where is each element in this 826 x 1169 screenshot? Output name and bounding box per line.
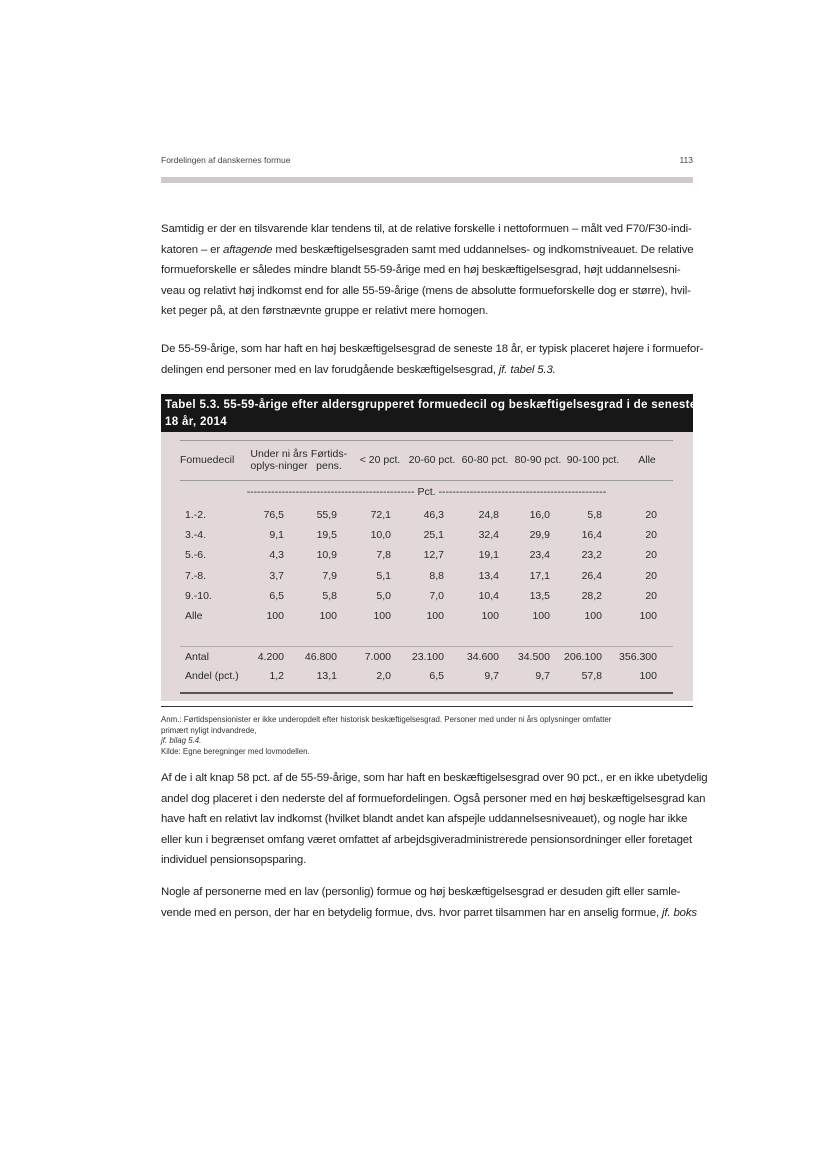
column-header: Førtids-pens.: [310, 448, 348, 472]
text-span: vende med en person, der har en betydelig formue, dvs. hvor parret tilsammen har en anselig formue,: [161, 906, 663, 919]
table-cell: 20: [645, 570, 657, 582]
unit-row: ------------------------------------------------ Pct. ------------------------------------------------: [246, 486, 607, 498]
table-cell: 356.300: [619, 651, 657, 663]
table-bottom-rule: [180, 692, 673, 694]
table-cell: 29,9: [529, 529, 550, 541]
table-cell: 100: [639, 670, 657, 682]
table-cell: 12,7: [423, 549, 444, 561]
table-cell: 28,2: [581, 590, 602, 602]
column-header: 20-60 pct.: [408, 454, 456, 466]
table-row: [180, 666, 673, 686]
notes-rule: [161, 706, 693, 707]
appendix-reference[interactable]: jf. bilag 5.4.: [161, 736, 202, 746]
text-line: De 55-59-årige, som har haft en høj beskæftigelsesgrad de seneste 18 år, er typisk placeret højere i formuefor-: [161, 343, 704, 355]
column-header: Alle: [638, 454, 656, 466]
table-cell: 9,7: [484, 670, 499, 682]
page-number: 113: [679, 155, 693, 165]
table-cell: 6,5: [269, 590, 284, 602]
table-row: [180, 505, 673, 525]
text-line: andel dog placeret i den nederste del af formuefordelingen. Også personer med en høj beskæftigelsesgrad kan: [161, 792, 706, 805]
table-cell: 8,8: [429, 570, 444, 582]
table-cell: 19,5: [316, 529, 337, 541]
table-row: [180, 525, 673, 545]
row-label: Antal: [185, 651, 209, 663]
text-line: [161, 903, 696, 924]
column-header: Under ni års oplys-ninger: [250, 448, 308, 472]
table-cell: 100: [532, 610, 550, 622]
table-cell: 4,3: [269, 549, 284, 561]
row-label: 7.-8.: [185, 570, 207, 582]
table-cell: 6,5: [429, 670, 444, 682]
table-cell: 1,2: [269, 670, 284, 682]
table-row: [180, 566, 673, 586]
table-cell: 7,0: [429, 590, 444, 602]
paragraph-3: [161, 768, 708, 871]
row-label: 3.-4.: [185, 529, 207, 541]
table-cell: 46.800: [304, 651, 337, 663]
note-line: Anm.: Førtidspensionister er ikke underopdelt efter historisk beskæftigelsesgrad. Personer med under ni års oplysninger omfatter: [161, 715, 612, 724]
table-cell: 32,4: [478, 529, 499, 541]
note-line: [161, 726, 693, 747]
table-cell: 100: [319, 610, 337, 622]
table-cell: 20: [645, 590, 657, 602]
table-cell: 100: [639, 610, 657, 622]
table-row: [180, 606, 673, 626]
table-cell: 7,9: [322, 570, 337, 582]
text-line: Samtidig er der en tilsvarende klar tendens til, at de relative forskelle i nettoformuen – målt ved F70/F30-indi-: [161, 223, 692, 235]
table-cell: 100: [266, 610, 284, 622]
text-line: formueforskelle er således mindre blandt 55-59-årige med en høj beskæftigelsesgrad, højt uddannelsesni-: [161, 264, 681, 276]
row-label: 9.-10.: [185, 590, 212, 602]
table-body: [180, 440, 673, 695]
table-cell: 23,4: [529, 549, 550, 561]
table-cell: 5,8: [587, 509, 602, 521]
table-cell: 76,5: [263, 509, 284, 521]
table-cell: 34.600: [466, 651, 499, 663]
table-cell: 17,1: [529, 570, 550, 582]
row-label: 1.-2.: [185, 509, 207, 521]
emphasis: aftagende: [223, 243, 273, 256]
column-header: 90-100 pct.: [566, 454, 620, 466]
table-cell: 13,4: [478, 570, 499, 582]
text-span: delingen end personer med en lav forudgående beskæftigelsesgrad,: [161, 363, 499, 376]
table-cell: 206.100: [564, 651, 602, 663]
column-header: 60-80 pct.: [461, 454, 509, 466]
text-span: katoren – er: [161, 243, 224, 256]
paragraph-4: [161, 882, 696, 923]
row-label: Andel (pct.): [185, 670, 239, 682]
table-row: [180, 586, 673, 606]
table-5-3: [161, 394, 697, 701]
table-title-line: 18 år, 2014: [165, 415, 227, 428]
paragraph-2: [161, 339, 704, 380]
table-cell: 26,4: [581, 570, 602, 582]
table-cell: 57,8: [581, 670, 602, 682]
table-cell: 9,7: [535, 670, 550, 682]
text-line: Nogle af personerne med en lav (personlig) formue og høj beskæftigelsesgrad er desuden gift eller samle-: [161, 886, 681, 898]
table-cell: 55,9: [316, 509, 337, 521]
table-header-rule: [180, 480, 673, 481]
table-cell: 72,1: [370, 509, 391, 521]
table-cell: 3,7: [269, 570, 284, 582]
text-line: eller kun i begrænset omfang været omfattet af arbejdsgiveradministrerede pensionsordninger eller foretaget: [161, 833, 692, 846]
table-title-line: Tabel 5.3. 55-59-årige efter aldersgrupperet formuedecil og beskæftigelsesgrad i de seneste: [165, 398, 697, 411]
table-cell: 23,2: [581, 549, 602, 561]
table-cell: 19,1: [478, 549, 499, 561]
text-line: veau og relativt høj indkomst end for alle 55-59-årige (mens de absolutte formueforskelle dog er større), hvil-: [161, 284, 691, 297]
table-cell: 7.000: [364, 651, 391, 663]
source-line: Kilde: Egne beregninger med lovmodellen.: [161, 746, 310, 756]
text-line: ket peger på, at den førstnævnte gruppe er relativt mere homogen.: [161, 305, 489, 317]
column-header: 80-90 pct.: [514, 454, 562, 466]
table-cell: 100: [426, 610, 444, 622]
table-cell: 13,1: [316, 670, 337, 682]
table-cell: 100: [481, 610, 499, 622]
table-title: [161, 394, 697, 432]
table-cell: 2,0: [376, 670, 391, 682]
table-cell: 23.100: [411, 651, 444, 663]
table-cell: 5,8: [322, 590, 337, 602]
text-line: Af de i alt knap 58 pct. af de 55-59-årige, som har haft en beskæftigelsesgrad over 90 pct., er en ikke ubetydelig: [161, 772, 708, 784]
table-cell: 9,1: [269, 529, 284, 541]
running-title: Fordelingen af danskernes formue: [161, 155, 291, 165]
table-cell: 100: [584, 610, 602, 622]
text-line: [161, 360, 696, 381]
table-cell: 10,9: [316, 549, 337, 561]
table-cell: 5,1: [376, 570, 391, 582]
column-header: < 20 pct.: [359, 454, 401, 466]
table-reference[interactable]: jf. tabel 5.3.: [498, 363, 556, 376]
table-cell: 25,1: [423, 529, 444, 541]
paragraph-1: [161, 219, 696, 322]
table-cell: 20: [645, 509, 657, 521]
text-span: med beskæftigelsesgraden samt med uddannelses- og indkomstniveauet. De relative: [272, 243, 694, 256]
table-cell: 13,5: [529, 590, 550, 602]
table-cell: 7,8: [376, 549, 391, 561]
table-cell: 20: [645, 529, 657, 541]
header-rule: [161, 177, 693, 183]
table-cell: 5,0: [376, 590, 391, 602]
text-span: primært nyligt indvandrede,: [161, 725, 257, 735]
text-line: [161, 240, 696, 261]
table-cell: 16,4: [581, 529, 602, 541]
table-notes: [161, 706, 693, 757]
page-header: [161, 155, 693, 169]
table-cell: 46,3: [423, 509, 444, 521]
table-cell: 16,0: [529, 509, 550, 521]
text-line: individuel pensionsopsparing.: [161, 854, 307, 866]
table-cell: 4.200: [257, 651, 284, 663]
table-cell: 100: [373, 610, 391, 622]
table-cell: 20: [645, 549, 657, 561]
table-cell: 10,4: [478, 590, 499, 602]
table-row: [180, 545, 673, 565]
table-cell: 10,0: [370, 529, 391, 541]
table-cell: 24,8: [478, 509, 499, 521]
table-cell: 34.500: [517, 651, 550, 663]
table-row: [180, 646, 673, 667]
text-line: have haft en relativt lav indkomst (hvilket blandt andet kan afspejle uddannelsesniveauet), og nogle har ikke: [161, 813, 688, 825]
column-header: Fomuedecil: [180, 454, 235, 466]
row-label: Alle: [185, 610, 203, 622]
box-reference[interactable]: jf. boks: [662, 906, 697, 919]
row-label: 5.-6.: [185, 549, 207, 561]
